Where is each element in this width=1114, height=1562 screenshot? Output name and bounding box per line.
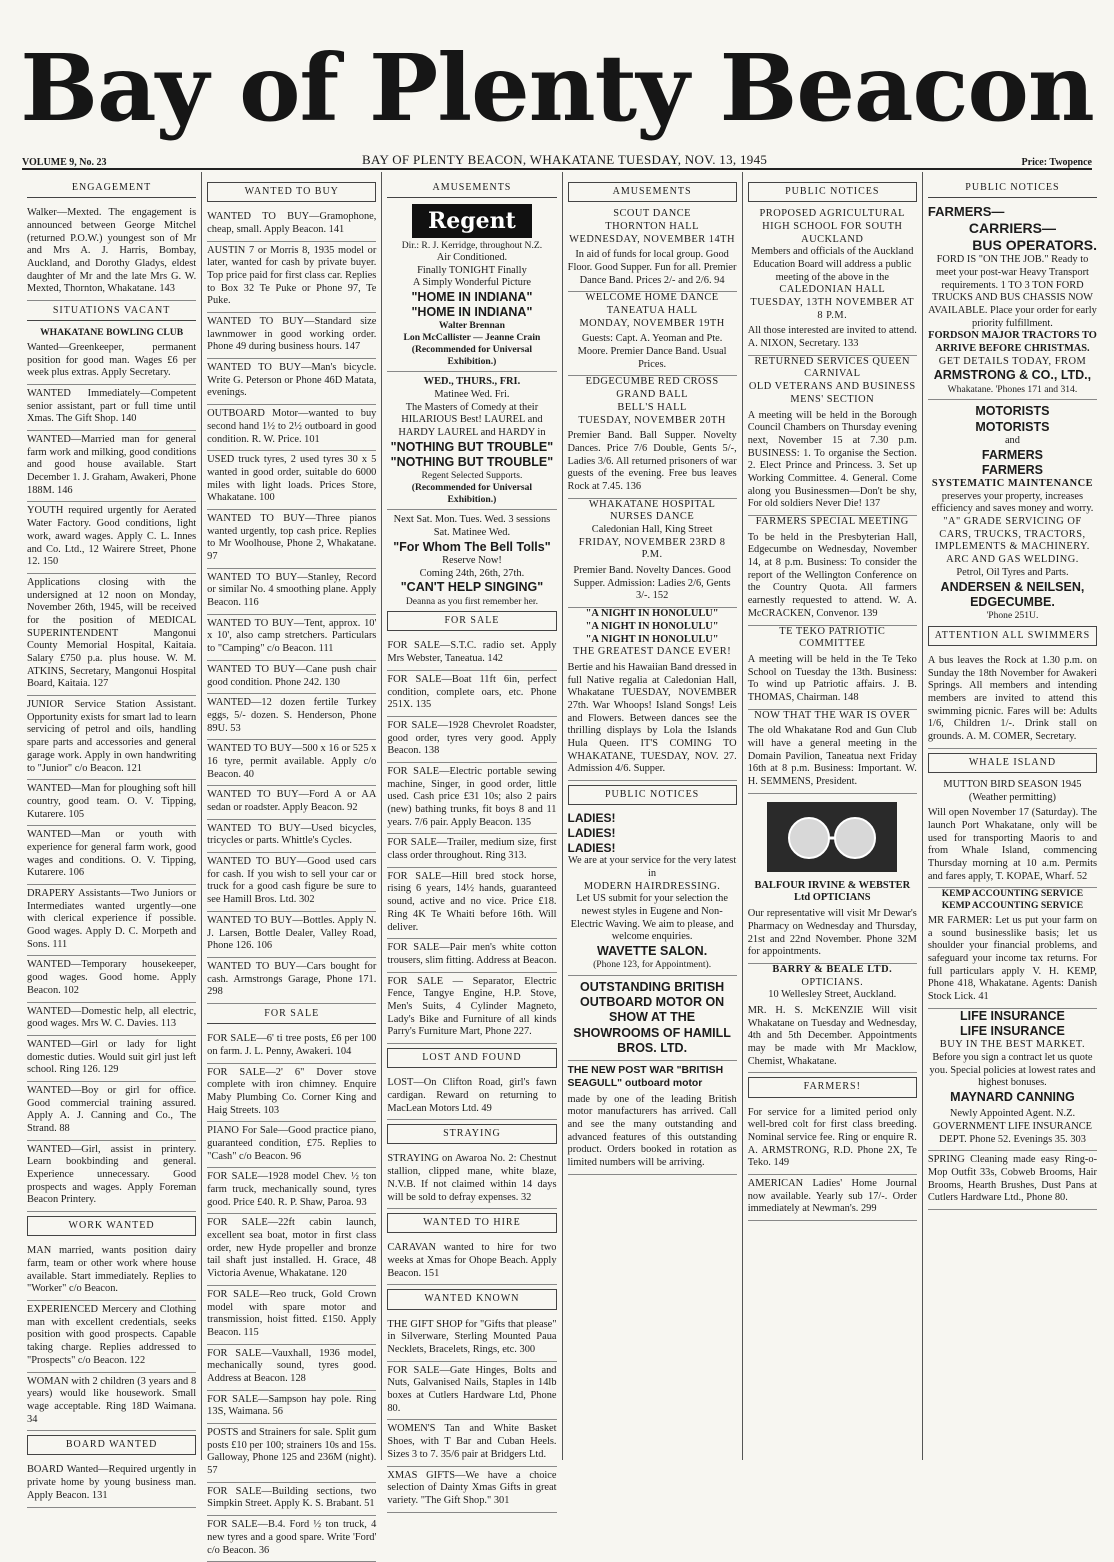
nurses-dance-details: Premier Band. Novelty Dances. Good Supper. Admission: Ladies 2/6, Gents 3/-. 152: [568, 562, 737, 608]
ad-trailer: FOR SALE—Trailer, medium size, first class order throughout. Ring 313.: [387, 834, 556, 867]
ad-wanted-tyres: USED truck tyres, 2 used tyres 30 x 5 wanted in good order, suitable do 6000 miles with light loads. Prices Store, Whakatane. 100: [207, 451, 376, 510]
scout-dance-title: SCOUT DANCE: [613, 208, 691, 220]
ad-youth: YOUTH required urgently for Aerated Water Factory. Good conditions, light work, award wages. Apply C. L. Innes and Co. Ltd., 12 Wairere Street, Phone 12. 150: [27, 502, 196, 573]
ad-hinges: FOR SALE—Gate Hinges, Bolts and Nuts, Galvanised Nails, Staples in 14lb boxes at Cutlers Hardware Ltd, Phone 80.: [387, 1362, 556, 1421]
spring-cleaning: SPRING Cleaning made easy Ring-o-Mop Outfit 33s, Cobweb Brooms, Hair Brooms, Hearth Brushes, Dust Pans at Cutlers Hardware Ltd., Phone 80.: [928, 1151, 1097, 1210]
heading-board-wanted: BOARD WANTED: [27, 1435, 196, 1455]
balfour-opticians: BALFOUR IRVINE & WEBSTER Ltd OPTICIANS: [754, 879, 911, 904]
ad-wanted-bottles: WANTED TO BUY—Bottles. Apply N. J. Larsen, Bottle Dealer, Valley Road, Phone 126. 106: [207, 912, 376, 958]
welcome-dance-date: MONDAY, NOVEMBER 19TH: [579, 317, 725, 329]
film-title-singing: "CAN'T HELP SINGING": [400, 580, 544, 595]
ad-bowling: Wanted—Greenkeeper, permanent position for good man. Wages £6 per week plus extras. Apply Secretary.: [27, 339, 196, 385]
film-title-bell: "For Whom The Bell Tolls": [393, 539, 551, 554]
ladies-2: LADIES!: [567, 825, 616, 840]
andersen-neilsen: ANDERSEN & NEILSEN, EDGECUMBE.: [940, 579, 1085, 609]
ad-sale-strainers: POSTS and Strainers for sale. Split gum posts £10 per 100; strainers 10s and 15s. Galloway, Phone 125 and 236M (night). 57: [207, 1424, 376, 1483]
american-journal: AMERICAN Ladies' Home Journal now available. Yearly sub 17/-. Order immediately at Newman's. 299: [748, 1175, 917, 1221]
ad-xmas-gifts: XMAS GIFTS—We have a choice selection of Dainty Xmas Gifts in great variety. "The Gift Shop." 301: [387, 1467, 556, 1513]
masters-of-comedy: The Masters of Comedy at their HILARIOUS Best! LAUREL and HARDY LAUREL and HARDY in: [398, 401, 546, 439]
honolulu-line-3: "A NIGHT IN HONOLULU": [585, 633, 719, 645]
veterans-details: A meeting will be held in the Borough Council Chambers on Thursday evening next, November 15 at 7.30 p.m. BUSINESS: 1. To organise the Section. 2. Elect Prince and Princess. 3. Set up Working Committee. 4. General. Come along you Businessmen—Don't be shy, For old soldiers Never Die! 137: [748, 407, 917, 517]
ladies-intro: We are at your service for the very latest in: [567, 855, 737, 879]
ad-separator: FOR SALE — Separator, Electric Fence, Tangye Engine, H.P. Stove, Men's Suits, 4 Cylinder Magneto, Lady's Bike and Furniture of all kinds Parry's Furniture Mart, Phone 227.: [387, 973, 556, 1044]
ad-sale-sections: FOR SALE—Building sections, two Simpkin Street. Apply K. S. Brabant. 51: [207, 1483, 376, 1516]
ad-wanted-cars-cash: WANTED TO BUY—Cars bought for cash. Armstrongs Garage, Phone 171. 298: [207, 958, 376, 1004]
farmers-meeting-details: To be held in the Presbyterian Hall, Edgecumbe on Wednesday, November 14, at 8 p.m. Business: To consider the report of the Wellington Conference on the Country Quota. All farmers earnestly requested to attend. W. A. McCRACKEN, Convenor. 139: [748, 529, 917, 626]
heading-amusements-4: AMUSEMENTS: [568, 182, 737, 202]
best-market-details: Before you sign a contract let us quote you. Special policies at lowest rates and highest bonuses.: [929, 1051, 1096, 1089]
honolulu-line-2: "A NIGHT IN HONOLULU": [585, 620, 719, 632]
wonderful-picture: A Simply Wonderful Picture: [412, 277, 532, 289]
exhibition-note-2: (Recommended for Universal Exhibition.): [411, 481, 533, 505]
kemp-accounting-1: KEMP ACCOUNTING SERVICE: [941, 888, 1084, 900]
taneatua-hall: TANEATUA HALL: [606, 305, 698, 316]
veterans-section: OLD VETERANS AND BUSINESS MENS' SECTION: [748, 381, 916, 405]
ad-sale-posts: FOR SALE—6' ti tree posts, £6 per 100 on farm. J. L. Penny, Awakeri. 104: [207, 1030, 376, 1063]
ad-farm-experience: WANTED—Man or youth with experience for general farm work, good wages and conditions. O. V. Tipping, Kutarere. 106: [27, 826, 196, 885]
get-details: GET DETAILS TODAY, FROM: [938, 355, 1087, 367]
whale-details: Will open November 17 (Saturday). The launch Port Whakatane, only will be used for transporting Maoris to and from Whale Island, commencing Thursday morning at 10 a.m. Permits and fares apply, T. KOPAE, Wharf. 52: [928, 804, 1097, 888]
outstanding-outboard: OUTSTANDING BRITISH OUTBOARD MOTOR ON SHOW AT THE SHOWROOMS OF HAMILL BROS. LTD.: [573, 979, 731, 1055]
opticians-label: OPTICIANS.: [801, 976, 864, 988]
heading-wanted-known: WANTED KNOWN: [387, 1289, 556, 1309]
modern-hairdressing: MODERN HAIRDRESSING.: [583, 880, 721, 892]
column-6: [923, 172, 1102, 1460]
ad-sale-launch: FOR SALE—22ft cabin launch, excellent sea boat, motor in first class order, new Hyde propeller and bronze tail shaft just installed. H. Grace, 48 Victoria Avenue, Whakatane. 120: [207, 1214, 376, 1285]
ball-details: Premier Band. Ball Supper. Novelty Dances. Price 7/6 Double, Gents 5/-, Ladies 3/6. All returned prisoners of war guests of the evening. Free bus leaves Rock at 7.45. 136: [568, 427, 737, 498]
wavette-salon: WAVETTE SALON.: [597, 943, 708, 958]
ad-wanted-lawnmower: WANTED TO BUY—Standard size lawnmower in good working order. Phone 49 during business hours. 147: [207, 313, 376, 359]
ad-wanted-austin: AUSTIN 7 or Morris 8, 1935 model or later, wanted for cash by private buyer. Top price paid for first class car. Replies to Box 32 Te Puke or Phone 97, Te Puke.: [207, 242, 376, 313]
ford-on-the-job: FORD IS "ON THE JOB." Ready to meet your post-war Heavy Transport requirements. 1 TO 3 TON FORD TRUCKS AND BUS CHASSIS NOW AVAILABLE. Place your order for early priority fulfillment.: [928, 254, 1097, 329]
masthead-title: Bay of Plenty Beacon: [20, 34, 1094, 142]
regent-supports: Regent Selected Supports.: [421, 470, 523, 482]
armstrong-phones: Whakatane. 'Phones 171 and 314.: [947, 383, 1078, 395]
ad-wanted-bicycle: WANTED TO BUY—Man's bicycle. Write G. Peterson or Phone 46D Matata, evenings.: [207, 359, 376, 405]
volume-number: VOLUME 9, No. 23: [22, 157, 107, 168]
kemp-details: MR FARMER: Let us put your farm on a sound businesslike basis; let us shoulder your financial problems, and safeguard your income tax returns. For full particulars apply V. H. KEMP, Phone 418, Whakatane. Agents: Danish Stock Lick. 41: [928, 912, 1097, 1009]
maynard-details: Newly Appointed Agent. N.Z. GOVERNMENT LIFE INSURANCE DEPT. Phone 52. Evenings 35. 303: [928, 1105, 1097, 1151]
ad-wanted-push-chair: WANTED TO BUY—Cane push chair good condition. Phone 242. 130: [207, 661, 376, 694]
andersen-phone: 'Phone 251U.: [986, 610, 1039, 622]
honolulu-line-1: "A NIGHT IN HONOLULU": [585, 608, 719, 620]
ad-wanted-tyre-500: WANTED TO BUY—500 x 16 or 525 x 16 tyre, permit available. Apply c/o Beacon. 40: [207, 740, 376, 786]
ad-gift-shop: THE GIFT SHOP for "Gifts that please" in Silverware, Sterling Mounted Paua Necklets, Bracelets, Rings, etc. 300: [387, 1316, 556, 1362]
ad-printery: WANTED—Girl, assist in printery. Learn bookbinding and general. Experience unnecessary. Good prospects and wages. Apply Foreman Beacon Printery.: [27, 1141, 196, 1212]
ad-sale-vauxhall: FOR SALE—Vauxhall, 1936 model, mechanically sound, tyres good. Address at Beacon. 128: [207, 1345, 376, 1391]
mckenzie-visit: MR. H. S. McKENZIE Will visit Whakatane on Tuesday and Wednesday, 4th and 5th December. Appointments may be made with Mr Macklow, Chemist, Whakatane.: [748, 1002, 917, 1073]
welcome-dance-details: Guests: Capt. A. Yeoman and Pte. Moore. Premier Dance Band. Usual Prices.: [568, 330, 737, 376]
caledonian-hall-5: CALEDONIAN HALL: [779, 284, 886, 296]
ad-sale-piano: PIANO For Sale—Good practice piano, guaranteed condition, £75. Replies to "Cash" c/o Beacon. 96: [207, 1122, 376, 1168]
ad-sale-hay-pole: FOR SALE—Sampson hay pole. Ring 13S, Waimana. 56: [207, 1391, 376, 1424]
heading-public-notices-5: PUBLIC NOTICES: [748, 182, 917, 202]
heading-lost-found: LOST AND FOUND: [387, 1048, 556, 1068]
masthead: [0, 0, 1114, 150]
ad-domestic: WANTED—Domestic help, all electric, good wages. Mrs W. C. Davies. 113: [27, 1003, 196, 1036]
heading-farmers: FARMERS!: [748, 1077, 917, 1097]
regent-logo: Regent: [412, 204, 532, 238]
dateline-text: BAY OF PLENTY BEACON, WHAKATANE TUESDAY, NOV. 13, 1945: [362, 152, 768, 167]
ad-woman: WOMAN with 2 children (3 years and 8 years) would like housework. Small wage acceptable. Ring 18D Waimana. 34: [27, 1373, 196, 1432]
next-sessions: Next Sat. Mon. Tues. Wed. 3 sessions Sat. Matinee Wed.: [393, 514, 551, 538]
war-over-heading: NOW THAT THE WAR IS OVER: [754, 709, 911, 721]
exhibition-note-1: (Recommended for Universal Exhibition.): [411, 343, 533, 367]
heading-wanted-to-hire: WANTED TO HIRE: [387, 1213, 556, 1233]
ad-junior: JUNIOR Service Station Assistant. Opportunity exists for smart lad to learn servicing of petrol and oils, handling spare parts and accessories and general garage work. Apply in own handwriting to "Junior" c/o Beacon. 121: [27, 696, 196, 780]
ad-sale-chev: FOR SALE—1928 model Chev. ½ ton farm truck, mechanically sound, tyres good. Price £40. R. P. Shaw, Paroa. 93: [207, 1168, 376, 1214]
ad-housekeeper: WANTED—Temporary housekeeper, good wages. Good home. Apply Beacon. 102: [27, 956, 196, 1002]
column-4: [563, 172, 743, 1460]
heading-public-notices-4: PUBLIC NOTICES: [568, 785, 737, 805]
mutton-bird-season: MUTTON BIRD SEASON 1945 (Weather permitting): [943, 778, 1082, 803]
wavette-phone: (Phone 123, for Appointment).: [593, 959, 712, 971]
farmers-1: FARMERS: [981, 447, 1043, 462]
dates-wed-fri: WED., THURS., FRI.: [423, 376, 521, 388]
ad-wanted-ford: WANTED TO BUY—Ford A or AA sedan or roadster. Apply Beacon. 92: [207, 786, 376, 819]
farmers-colt: For service for a limited period only well-bred colt for first class breeding. Nominal service fee. Ring or enquire R. A. ARMSTRONG, R.D. Phone 2X, Te Teko. 149: [748, 1104, 917, 1175]
war-over-details: The old Whakatane Rod and Gun Club will have a general meeting in the Domain Pavilion, Taneatua next Friday 16th at 8 p.m. Business: Important. W. H. SEMMENS, President.: [748, 722, 917, 793]
swimmers-details: A bus leaves the Rock at 1.30 p.m. on Sunday the 18th November for Awakeri Springs. All members and intending members are invited to attend this swimming picnic. Fares will be: Adults 1/6, Children 1/-. Drink stall on grounds. A. M. COMER, Secretary.: [928, 652, 1097, 749]
kemp-accounting-2: KEMP ACCOUNTING SERVICE: [941, 900, 1084, 912]
rsa-carnival: RETURNED SERVICES QUEEN CARNIVAL: [754, 355, 911, 380]
bus-operators-headline: BUS OPERATORS.: [972, 237, 1098, 254]
scout-dance-details: In aid of funds for local group. Good Floor. Good Supper. Fun for all. Premier Dance Band. Prices 2/- and 2/6. 94: [568, 246, 737, 292]
column-5: [743, 172, 923, 1460]
nurses-dance: NURSES DANCE: [609, 511, 695, 523]
heading-situations-vacant: SITUATIONS VACANT: [27, 305, 196, 321]
ladies-3: LADIES!: [567, 840, 616, 855]
motorists-2: MOTORISTS: [975, 419, 1050, 434]
farmers-headline: FARMERS—: [927, 204, 1005, 220]
ad-wanted-plane: WANTED TO BUY—Stanley, Record or similar No. 4 smoothing plane. Apply Beacon. 116: [207, 569, 376, 615]
whakatane-hospital: WHAKATANE HOSPITAL: [588, 498, 716, 510]
carriers-headline: CARRIERS—: [968, 220, 1056, 237]
armstrong-co: ARMSTRONG & CO., LTD.,: [933, 368, 1092, 383]
ladies-1: LADIES!: [567, 811, 616, 826]
ad-married-man: WANTED—Married man for general farm work and milking, good conditions and good house available. Start December 1. J. Graham, Awakeri, Phone 188M. 146: [27, 431, 196, 502]
heading-engagement: ENGAGEMENT: [27, 182, 196, 198]
masthead-title-graphic: [0, 0, 1114, 150]
film-title-trouble: "NOTHING BUT TROUBLE": [390, 439, 554, 454]
motorists-1: MOTORISTS: [975, 404, 1050, 419]
systematic-details: preserves your property, increases efficiency and saves money and worry.: [931, 490, 1094, 515]
bowling-club-title: WHAKATANE BOWLING CLUB: [40, 327, 184, 339]
seagull-details: made by one of the leading British motor manufacturers has arrived. Call and see the many outstanding and advanced features of this outstanding product. Orders booked in rotation as limited numbers will be arriving.: [568, 1091, 737, 1175]
heading-swimmers: ATTENTION ALL SWIMMERS: [928, 626, 1097, 646]
farmers-2: FARMERS: [981, 462, 1043, 477]
film-title-indiana: "HOME IN INDIANA": [411, 289, 533, 304]
petrol-oil: Petrol, Oil Tyres and Parts.: [956, 566, 1069, 578]
scout-dance-date: WEDNESDAY, NOVEMBER 14TH: [569, 233, 736, 245]
ad-giftshop: WANTED Immediately—Competent senior assistant, part or full time until Xmas. The Gift Shop. 140: [27, 385, 196, 431]
thornton-hall: THORNTON HALL: [605, 220, 699, 232]
ad-ploughing: WANTED—Man for ploughing soft hill country, good team. O. V. Tipping, Kutarere. 105: [27, 780, 196, 826]
ad-sewing-machine: FOR SALE—Electric portable sewing machine, Singer, in good order, little used. Cash price £31 10s; also 2 pairs (new) bathing trunks, fit boys 8 and 11 years. 7/6 pair. Apply Beacon. 135: [387, 763, 556, 834]
nurses-dance-date: FRIDAY, NOVEMBER 23RD 8 P.M.: [578, 536, 726, 561]
ad-chevrolet: FOR SALE—1928 Chevrolet Roadster, good order, tyres very good. Apply Beacon. 138: [387, 717, 556, 763]
ad-man-married: MAN married, wants position dairy farm, team or other work where house available. Start immediately. Replies to "Worker" c/o Beacon.: [27, 1242, 196, 1301]
welcome-home-dance: WELCOME HOME DANCE: [585, 292, 719, 304]
heading-whale-island: WHALE ISLAND: [928, 753, 1097, 773]
life-insurance-2: LIFE INSURANCE: [960, 1023, 1065, 1038]
air-conditioned: Air Conditioned.: [436, 251, 508, 263]
caledonian-hall: Caledonian Hall, King Street: [591, 524, 713, 535]
barry-beale: BARRY & BEALE LTD.: [772, 963, 893, 975]
cast-brennan: Walter Brennan: [438, 320, 505, 332]
ad-wanted-outboard: OUTBOARD Motor—wanted to buy second hand 1½ to 2½ outboard in good condition. R. W. Price. 101: [207, 405, 376, 451]
heading-straying: STRAYING: [387, 1124, 556, 1144]
ad-board: BOARD Wanted—Required urgently in private home by young business man. Apply Beacon. 131: [27, 1461, 196, 1507]
ad-engagement: Walker—Mexted. The engagement is announced between George Mitchel (returned P.O.W.) youngest son of Mr and Mrs A. J. Harris, Bombay, Auckland, and Dorothy Gladys, eldest daughter of Mr and the late Mrs G. W. Mexted, Thornton, Whakatane. 143: [27, 204, 196, 301]
ad-wanted-gramophone: WANTED TO BUY—Gramophone, cheap, small. Apply Beacon. 141: [207, 208, 376, 241]
meeting-date: TUESDAY, 13TH NOVEMBER AT 8 P.M.: [750, 297, 915, 321]
seagull-heading: THE NEW POST WAR "BRITISH SEAGULL" outboard motor: [567, 1065, 724, 1089]
ad-basket-shoes: WOMEN'S Tan and White Basket Shoes, with T Bar and Cuban Heels. Sizes 3 to 7. 35/6 pair at Bridgers Ltd.: [387, 1420, 556, 1466]
film-title-indiana-repeat: "HOME IN INDIANA": [411, 305, 533, 320]
matinee-note: Matinee Wed. Fri.: [434, 388, 510, 400]
fordson-tractors: FORDSON MAJOR TRACTORS TO ARRIVE BEFORE CHRISTMAS.: [928, 330, 1097, 355]
ad-drapery: DRAPERY Assistants—Two Juniors or Intermediates wanted urgently—one with clerical experience if possible. Good wages. Apply D. C. Morpeth and Sons. 111: [27, 885, 196, 956]
a-grade-servicing: "A" GRADE SERVICING OF CARS, TRUCKS, TRACTORS, IMPLEMENTS & MACHINERY. ARC AND GAS WELDING.: [935, 516, 1090, 566]
film-title-trouble-repeat: "NOTHING BUT TROUBLE": [390, 454, 554, 469]
heading-public-notices-6: PUBLIC NOTICES: [928, 182, 1097, 198]
finally-tonight: Finally TONIGHT Finally: [417, 264, 527, 276]
te-teko-details: A meeting will be held in the Te Teko School on Tuesday the 13th. Business: To wind up Patriotic affairs. J. B. THOMAS, Chairman. 148: [748, 651, 917, 710]
ad-sale-ford-truck: FOR SALE—B.4. Ford ½ ton truck, 4 new tyres and a good spare. Write 'Ford' c/o Beacon. 36: [207, 1516, 376, 1562]
ad-experienced: EXPERIENCED Mercery and Clothing man with excellent credentials, seeks position with good prospects. Capable taking charge. Replies addressed to "Prospects" c/o Beacon. 122: [27, 1301, 196, 1372]
ad-sale-reo: FOR SALE—Reo truck, Gold Crown model with spare motor and transmission, hoist fitted. £150. Apply Beacon. 115: [207, 1286, 376, 1345]
wellesley-address: 10 Wellesley Street, Auckland.: [768, 989, 897, 1001]
ad-girl: WANTED—Girl or lady for light domestic duties. Would suit girl just left school. Ring 126. 129: [27, 1036, 196, 1082]
farmers-special-meeting: FARMERS SPECIAL MEETING: [755, 516, 909, 527]
heading-for-sale-3: FOR SALE: [387, 611, 556, 631]
ad-radio-set: FOR SALE—S.T.C. radio set. Apply Mrs Webster, Taneatua. 142: [387, 637, 556, 670]
ad-wanted-turkey-eggs: WANTED—12 dozen fertile Turkey eggs, 5/- dozen. S. Henderson, Phone 89U. 53: [207, 694, 376, 740]
cast-mccallister: Lon McCallister — Jeanne Crain: [403, 332, 541, 344]
honolulu-details: Bertie and his Hawaiian Band dressed in full Native regalia at Caledonian Hall, Whakatane TUESDAY, NOVEMBER 27th. War Whoops! Island Songs! Leis and Flowers. Between dances see the thrilling displays by Lola the Islands Hula Queen. IT'S COMING TO WHAKATANE, TUESDAY, NOV. 27. Admission 4/6. Supper.: [568, 659, 737, 781]
systematic-maintenance: SYSTEMATIC MAINTENANCE: [931, 478, 1094, 490]
ad-wanted-used-cars: WANTED TO BUY—Good used cars for cash. If you wish to sell your car or truck for a good cash figure be sure to see Hamill Bros. Ltd. 302: [207, 853, 376, 912]
heading-for-sale: FOR SALE: [207, 1008, 376, 1024]
ad-boat: FOR SALE—Boat 11ft 6in, perfect condition, complete oars, etc. Phone 251X. 135: [387, 671, 556, 717]
maynard-canning: MAYNARD CANNING: [950, 1089, 1075, 1104]
greatest-dance: THE GREATEST DANCE EVER!: [573, 646, 732, 658]
column-1: [22, 172, 202, 1501]
spectacles-icon: [767, 802, 897, 872]
best-market: BUY IN THE BEST MARKET.: [939, 1039, 1086, 1051]
balfour-details: Our representative will visit Mr Dewar's Pharmacy on Wednesday and Thursday, 21st and 22nd November. Phone 32M for appointments.: [748, 905, 917, 964]
dateline-bar: [22, 150, 1092, 170]
ad-boy: WANTED—Boy or girl for office. Good commercial training assured. Apply A. J. Canning and Co., The Strand. 88: [27, 1082, 196, 1141]
heading-work-wanted: WORK WANTED: [27, 1216, 196, 1236]
ad-trousers: FOR SALE—Pair men's white cotton trousers, slim fitting. Address at Beacon.: [387, 939, 556, 972]
page-columns: [22, 172, 1102, 1556]
agricultural-details: Members and officials of the Auckland Education Board will address a public meeting of the above in the: [751, 246, 914, 283]
ad-stock-horse: FOR SALE—Hill bred stock horse, rising 6 years, 14½ hands, guaranteed sound, active and no vice. Price £18. Ring 4K Te Whaiti before 16th. Will deliver.: [387, 868, 556, 939]
agricultural-school: PROPOSED AGRICULTURAL HIGH SCHOOL FOR SOUTH AUCKLAND: [759, 208, 906, 245]
regent-director: Dir.: R. J. Kerridge, throughout N.Z.: [401, 240, 543, 252]
ad-caravan: CARAVAN wanted to hire for two weeks at Xmas for Ohope Beach. Apply Beacon. 151: [387, 1239, 556, 1285]
and-word: and: [1004, 434, 1020, 446]
heading-wanted-to-buy: WANTED TO BUY: [207, 182, 376, 202]
column-3: [382, 172, 562, 1506]
nixon-secretary: All those interested are invited to attend. A. NIXON, Secretary. 133: [748, 322, 917, 355]
reserve-now: Reserve Now!: [442, 554, 502, 566]
hairdressing-details: Let US submit for your selection the newest styles in Eugene and Non-Electric Waving. We aim to please, and welcome enquiries.: [570, 893, 734, 943]
heading-amusements: AMUSEMENTS: [387, 182, 556, 198]
price-label: Price: Twopence: [1021, 157, 1092, 168]
ad-straying: STRAYING on Awaroa No. 2: Chestnut stallion, clipped mane, white blaze, N.V.B. If not claimed within 14 days will be sold to defray expenses. 32: [387, 1150, 556, 1209]
column-2: [202, 172, 382, 1556]
ad-wanted-tent: WANTED TO BUY—Tent, approx. 10' x 10', also camp stretchers. Particulars to "Camping" c/o Beacon. 111: [207, 615, 376, 661]
ad-sale-stove: FOR SALE—2' 6" Dover stove complete with iron chimney. Enquire Maby Plumbing Co. Corner King and Haig Streets. 103: [207, 1064, 376, 1123]
coming-dates: Coming 24th, 26th, 27th.: [419, 567, 525, 579]
ad-medical: Applications closing with the undersigned at 12 noon on Monday, November 26th, 1945, will be received for the position of MEDICAL SUPERINTENDENT Mangonui County Memorial Hospital, Kaitaia. Salary £750 p.a. plus house. W. M. ATKINS, Secretary, Mangonui Hospital Board, Kaitaia. 127: [27, 574, 196, 696]
life-insurance-1: LIFE INSURANCE: [960, 1008, 1065, 1023]
bells-hall: BELL'S HALL: [617, 401, 687, 413]
ball-date: TUESDAY, NOVEMBER 20TH: [578, 414, 726, 426]
deanna-tagline: Deanna as you first remember her.: [405, 595, 538, 607]
ad-wanted-pianos: WANTED TO BUY—Three pianos wanted urgently, top cash price. Replies to Mr Woolhouse, Phone 2, Whakatane. 97: [207, 510, 376, 569]
red-cross-ball: EDGECUMBE RED CROSS GRAND BALL: [585, 376, 719, 401]
ad-lost-cardigan: LOST—On Clifton Road, girl's fawn cardigan. Reward on returning to MacLean Motors Ltd. 49: [387, 1074, 556, 1120]
ad-wanted-bicycles: WANTED TO BUY—Used bicycles, tricycles or parts. Whittle's Cycles.: [207, 820, 376, 853]
te-teko-committee: TE TEKO PATRIOTIC COMMITTEE: [779, 625, 886, 650]
